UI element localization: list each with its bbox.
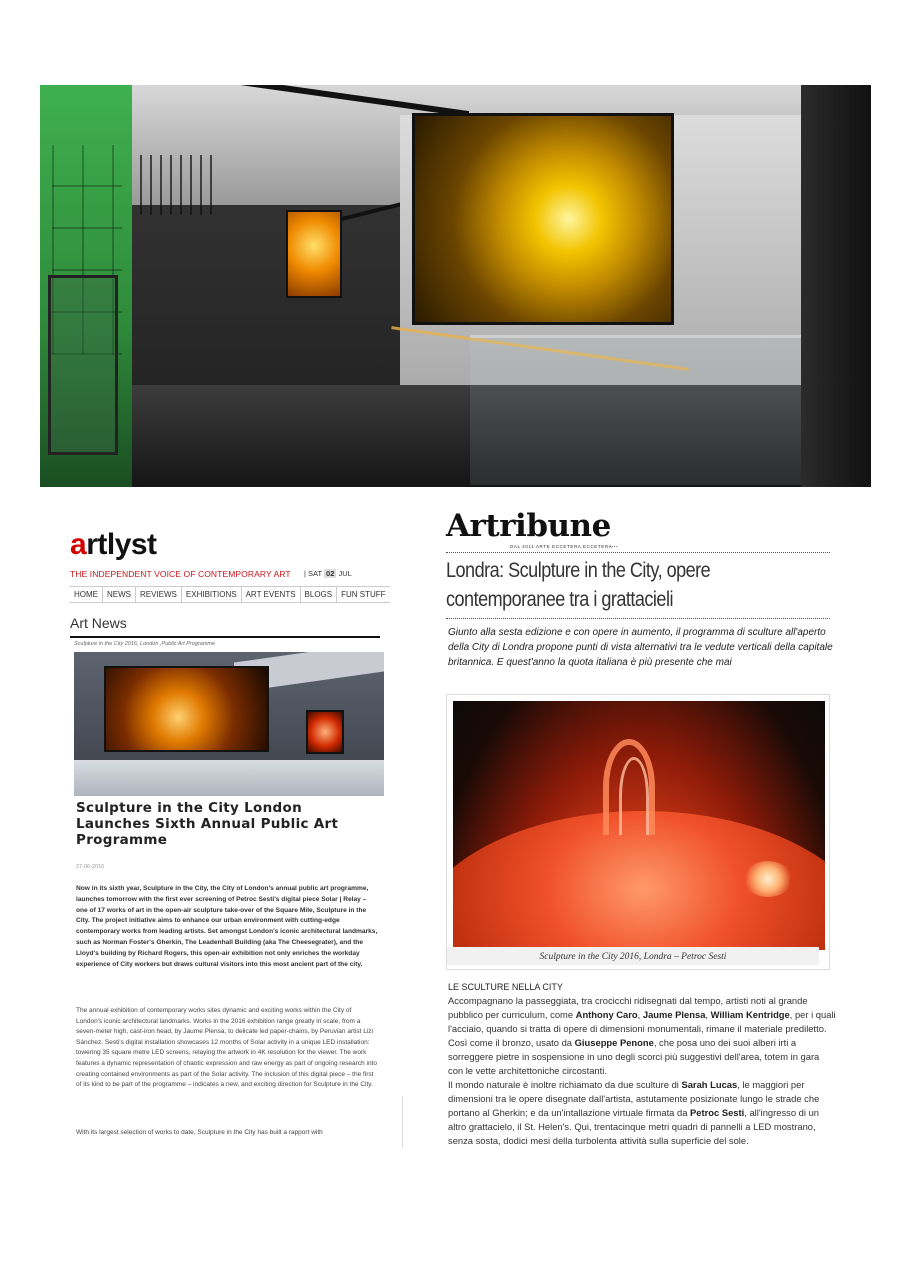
article-body-continued: With its largest selection of works to date, Sculpture in the City has built a rapport with <box>76 1129 323 1136</box>
lobby-photo <box>40 85 871 487</box>
artlyst-nav <box>70 586 390 603</box>
title-rule <box>446 618 830 619</box>
paragraph-2: Il mondo naturale è inoltre richiamato da due sculture di Sarah Lucas, le maggiori per dimensioni tra le opere disegnate dall'artista, astutamente posizionate lungo le strade che portano al Gherkin; e da un'intallazione virtuale firmata da Petroc Sesti, all'ingresso di un altro grattacielo, il St. Helen's. Qui, trentacinque metri quadri di pannelli a LED mostrano, senza sosta, dodici mesi della turbolenta attività sulla superficie del sole. <box>448 1079 820 1146</box>
solar-screen-small <box>306 710 344 754</box>
article-title[interactable]: Londra: Sculpture in the City, opere contemporanee tra i grattacieli <box>446 559 711 611</box>
nav-item-blogs[interactable]: BLOGS <box>301 587 338 602</box>
section-title: Art News <box>70 615 127 631</box>
publish-date: 27-06-2016 <box>76 864 105 870</box>
nav-item-exhibitions[interactable]: EXHIBITIONS <box>182 587 242 602</box>
article-photo-frame <box>446 694 830 970</box>
artlyst-clipping <box>66 520 406 1150</box>
article-lead: Now in its sixth year, Sculpture in the City, the City of London's annual public art programme, launches tomorrow with the first ever screening of Petroc Sesti's digital piece Solar | Relay – one of 17 works of art in the open-air sculpture take-over of the Square Mile, Sculpture in the City. The project initiative aims to enhance our urban environment with cutting-edge contemporary works from leading artists. Set amongst London's iconic architectural landmarks, such as Norman Foster's Gherkin, The Leadenhall Building (aka The Cheesegrater), and the Lloyd's building by Richard Rogers, this open-air exhibition not only enriches the workday experience of City workers but draws cultural visitors into this most ancient part of the city. <box>76 885 378 968</box>
date-day: 02 <box>326 569 335 578</box>
solar-screen <box>104 666 269 752</box>
chandelier <box>140 155 220 215</box>
solar-prominence-inner <box>619 757 649 835</box>
column-divider <box>402 1096 403 1148</box>
dark-column <box>801 85 871 487</box>
artlyst-logo[interactable]: artlyst <box>70 528 157 561</box>
artlyst-tagline: THE INDEPENDENT VOICE OF CONTEMPORARY ART <box>70 569 291 579</box>
nav-item-news[interactable]: NEWS <box>103 587 136 602</box>
article-headline[interactable]: Sculpture in the City London Launches Sixth Annual Public Art Programme <box>76 800 339 848</box>
paragraph-1: Accompagnano la passeggiata, tra crocicchi ridisegnati dal tempo, artisti noti al grande pubblico per curriculum, come Anthony Caro, Jaume Plensa, William Kentridge, per i quali l'acciaio, quando si tratta di opere di dimensioni monumentali, rimane il materiale prediletto. Così come il bronzo, usato da Giuseppe Penone, che posa uno dei suoi alberi irti a sorreggere pietre in sospensione in uno degli scorci più suggestivi dell'area, totem in gara con le vette architettoniche circostanti. <box>448 995 836 1076</box>
article-body: The annual exhibition of contemporary works sites dynamic and exciting works within the City of London's iconic architectural landmarks. Works in the 2016 exhibition range greatly in scale, from a seven-meter high, cast-iron head, by Jaume Plensa, to delicate led paper-chains, by Peruvian artist Lizi Sánchez. Sesti's digital installation showcases 12 months of Solar activity in a unique LED installation: towering 35 square metre LED screens, relaying the artwork in 4K resolution for the viewer. The work features a dynamic representation of chaotic expression and raw energy as part of ongoing research into creating contained environments as part of the Solar activity. The inclusion of this digital piece – the first of its kind to be part of the programme – indicates a new, and exciting direction for Sculpture in the City. <box>76 1007 377 1089</box>
logo-accent: a <box>70 528 87 561</box>
section-heading: LE SCULTURE NELLA CITY <box>448 982 563 992</box>
date-month: JUL <box>338 569 352 578</box>
section-divider <box>70 636 380 638</box>
artribune-dots: .... <box>609 540 618 549</box>
led-screen-large <box>412 113 674 325</box>
nav-item-home[interactable]: HOME <box>70 587 103 602</box>
artribune-clipping <box>444 508 838 1153</box>
photo-caption: Sculpture in the City 2016, Londra – Petroc Sesti <box>539 952 727 962</box>
glass-balustrade <box>470 335 810 485</box>
article-photo <box>74 652 384 796</box>
revolving-door <box>48 275 118 455</box>
title-rule <box>446 552 830 553</box>
artribune-logo-subtitle: DAL 2011 ARTE ECCETERA ECCETERA <box>510 544 613 549</box>
photo-caption: Sculpture in the City 2016, London ,Public Art Programme <box>74 641 216 647</box>
article-body <box>448 994 836 1148</box>
nav-item-art-events[interactable]: ART EVENTS <box>242 587 301 602</box>
sun-photo <box>453 701 825 950</box>
artlyst-date: | SAT 02 JUL <box>304 569 352 578</box>
photo-floor <box>74 760 384 796</box>
nav-item-reviews[interactable]: REVIEWS <box>136 587 182 602</box>
solar-flare <box>743 861 793 897</box>
nav-item-fun-stuff[interactable]: FUN STUFF <box>341 590 386 599</box>
article-intro: Giunto alla sesta edizione e con opere in aumento, il programma di sculture all'aperto della City di Londra propone punti di vista alternativi tra le vedute verticali della capitale britannica. E quest'anno la quota italiana è più presente che mai <box>448 627 833 668</box>
led-screen-small <box>286 210 342 298</box>
artribune-logo[interactable]: Artribune <box>446 508 611 544</box>
date-weekday: SAT <box>308 569 322 578</box>
